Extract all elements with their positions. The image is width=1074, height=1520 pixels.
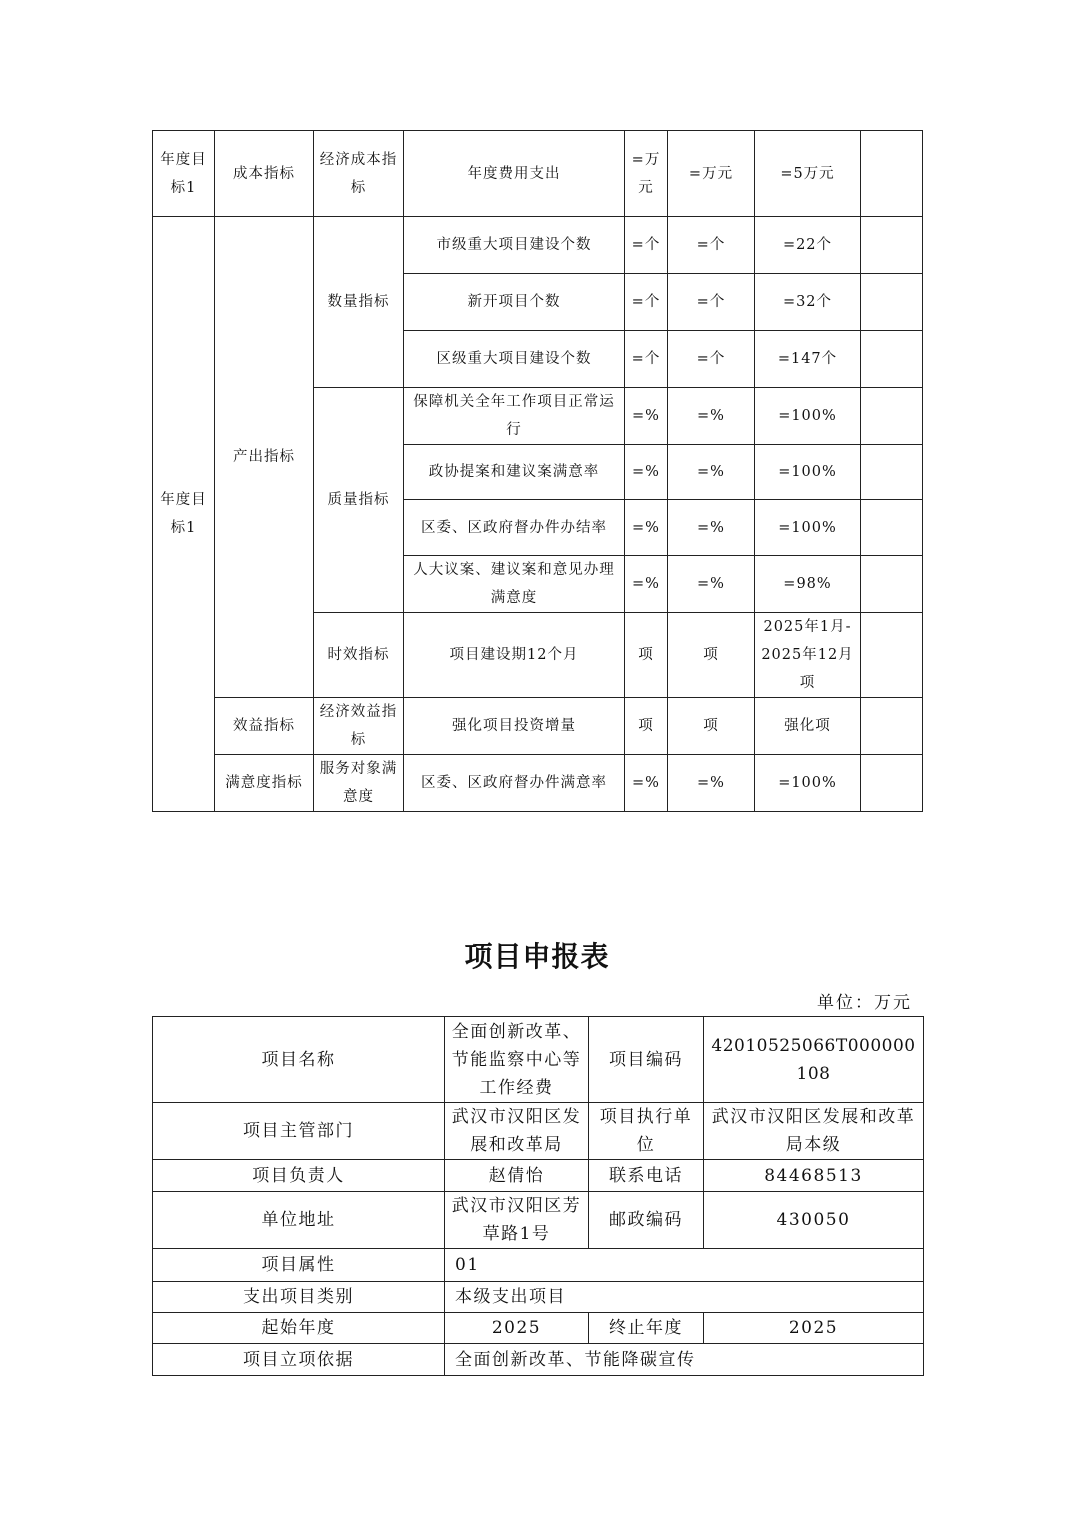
indicator-name: 市级重大项目建设个数	[404, 217, 625, 274]
indicator-name: 新开项目个数	[404, 274, 625, 331]
value-cell: =5万元	[755, 131, 861, 217]
goal-cell: 年度目标1	[153, 131, 215, 217]
table-row	[153, 755, 923, 812]
level1-cell: 产出指标	[215, 217, 314, 698]
field-label: 项目名称	[153, 1017, 445, 1103]
table-row	[153, 698, 923, 755]
level2-cell: 时效指标	[314, 613, 404, 698]
value-cell: =%	[625, 388, 668, 445]
project-name-value: 全面创新改革、节能监察中心等工作经费	[445, 1017, 589, 1103]
field-label: 项目编码	[589, 1017, 704, 1103]
value-cell: =%	[625, 556, 668, 613]
level2-cell: 服务对象满意度	[314, 755, 404, 812]
value-cell: =个	[625, 274, 668, 331]
value-cell	[861, 556, 923, 613]
value-cell	[861, 131, 923, 217]
category-value: 本级支出项目	[445, 1282, 924, 1313]
value-cell: =100%	[755, 388, 861, 445]
end-year-value: 2025	[704, 1313, 924, 1344]
value-cell: =万元	[625, 131, 668, 217]
field-label: 项目属性	[153, 1249, 445, 1282]
field-label: 终止年度	[589, 1313, 704, 1344]
indicator-name: 年度费用支出	[404, 131, 625, 217]
table-row	[153, 1192, 924, 1249]
owner-value: 赵倩怡	[445, 1160, 589, 1192]
value-cell: =个	[668, 217, 755, 274]
value-cell: =%	[668, 556, 755, 613]
value-cell: =147个	[755, 331, 861, 388]
value-cell: =%	[668, 388, 755, 445]
table-row	[153, 1313, 924, 1344]
field-label: 项目执行单位	[589, 1103, 704, 1160]
address-value: 武汉市汉阳区芳草路1号	[445, 1192, 589, 1249]
value-cell: =100%	[755, 445, 861, 500]
value-cell: =98%	[755, 556, 861, 613]
level1-cell: 满意度指标	[215, 755, 314, 812]
value-cell	[861, 698, 923, 755]
exec-value: 武汉市汉阳区发展和改革局本级	[704, 1103, 924, 1160]
value-cell: =个	[668, 331, 755, 388]
phone-value: 84468513	[704, 1160, 924, 1192]
table-row	[153, 1160, 924, 1192]
field-label: 项目负责人	[153, 1160, 445, 1192]
table-row	[153, 1249, 924, 1282]
value-cell: =%	[668, 500, 755, 556]
value-cell: =100%	[755, 755, 861, 812]
attr-value: 01	[445, 1249, 924, 1282]
value-cell: =%	[668, 445, 755, 500]
value-cell	[861, 613, 923, 698]
value-cell: =%	[668, 755, 755, 812]
value-cell: 2025年1月-2025年12月项	[755, 613, 861, 698]
field-label: 单位地址	[153, 1192, 445, 1249]
value-cell	[861, 388, 923, 445]
value-cell	[861, 217, 923, 274]
value-cell: 项	[625, 698, 668, 755]
level2-cell: 数量指标	[314, 217, 404, 388]
level1-cell: 效益指标	[215, 698, 314, 755]
value-cell	[861, 274, 923, 331]
value-cell: 强化项	[755, 698, 861, 755]
field-label: 邮政编码	[589, 1192, 704, 1249]
dept-value: 武汉市汉阳区发展和改革局	[445, 1103, 589, 1160]
table-row	[153, 1103, 924, 1160]
level2-cell: 经济成本指标	[314, 131, 404, 217]
start-year-value: 2025	[445, 1313, 589, 1344]
indicator-name: 保障机关全年工作项目正常运行	[404, 388, 625, 445]
value-cell	[861, 445, 923, 500]
indicator-name: 区委、区政府督办件办结率	[404, 500, 625, 556]
indicator-name: 区委、区政府督办件满意率	[404, 755, 625, 812]
value-cell: 项	[668, 613, 755, 698]
value-cell	[861, 755, 923, 812]
value-cell: =%	[625, 755, 668, 812]
table-row	[153, 1344, 924, 1376]
value-cell: =%	[625, 445, 668, 500]
field-label: 联系电话	[589, 1160, 704, 1192]
basis-value: 全面创新改革、节能降碳宣传	[445, 1344, 924, 1376]
value-cell: =个	[625, 331, 668, 388]
value-cell	[861, 500, 923, 556]
indicator-name: 强化项目投资增量	[404, 698, 625, 755]
value-cell: =万元	[668, 131, 755, 217]
performance-indicator-table	[152, 130, 923, 812]
value-cell: =个	[668, 274, 755, 331]
unit-label: 单位：万元	[817, 993, 912, 1013]
field-label: 起始年度	[153, 1313, 445, 1344]
level2-cell: 经济效益指标	[314, 698, 404, 755]
postcode-value: 430050	[704, 1192, 924, 1249]
table-row	[153, 217, 923, 274]
field-label: 项目主管部门	[153, 1103, 445, 1160]
value-cell: =100%	[755, 500, 861, 556]
value-cell: =32个	[755, 274, 861, 331]
indicator-name: 人大议案、建议案和意见办理满意度	[404, 556, 625, 613]
value-cell: =%	[625, 500, 668, 556]
table-row	[153, 131, 923, 217]
form-title: 项目申报表	[464, 940, 610, 973]
value-cell: =个	[625, 217, 668, 274]
field-label: 支出项目类别	[153, 1282, 445, 1313]
project-code-value: 42010525066T000000108	[704, 1017, 924, 1103]
project-application-table	[152, 1016, 924, 1376]
value-cell: =22个	[755, 217, 861, 274]
indicator-name: 项目建设期12个月	[404, 613, 625, 698]
indicator-name: 区级重大项目建设个数	[404, 331, 625, 388]
field-label: 项目立项依据	[153, 1344, 445, 1376]
value-cell: 项	[668, 698, 755, 755]
level2-cell: 质量指标	[314, 388, 404, 613]
indicator-name: 政协提案和建议案满意率	[404, 445, 625, 500]
table-row	[153, 1017, 924, 1103]
table-row	[153, 1282, 924, 1313]
goal-cell: 年度目标1	[153, 217, 215, 812]
value-cell: 项	[625, 613, 668, 698]
value-cell	[861, 331, 923, 388]
level1-cell: 成本指标	[215, 131, 314, 217]
